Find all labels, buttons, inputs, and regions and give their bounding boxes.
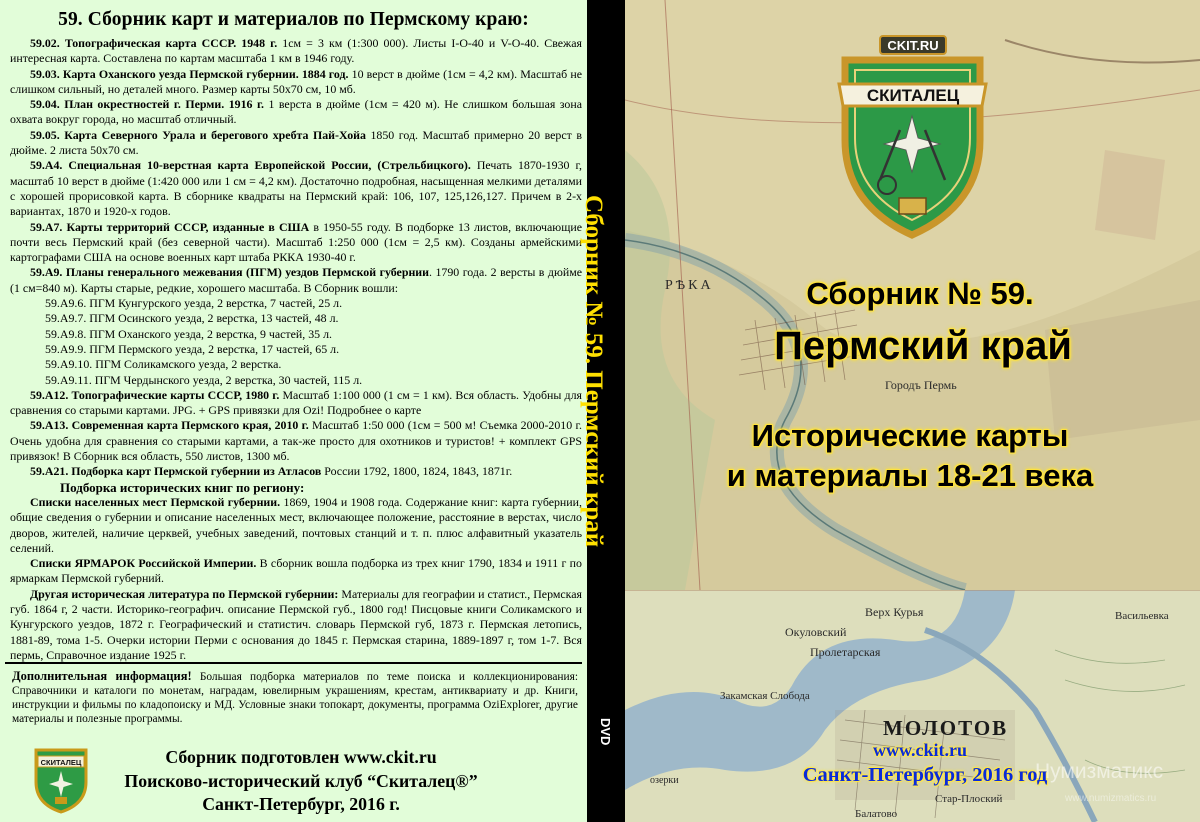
contents-list: [10, 36, 582, 663]
map-label-molotov: МОЛОТОВ: [883, 716, 1009, 740]
footer-line-1: Сборник подготовлен www.ckit.ru: [165, 747, 437, 767]
back-cover: [0, 0, 587, 822]
map-entry-heading: 59.А12. Топографические карты СССР, 1980 г.: [30, 387, 280, 402]
book-entry-heading: Списки ЯРМАРОК Российской Империи.: [30, 556, 257, 571]
map-entry: [10, 265, 582, 296]
book-entry-text: 1869, 1904 и 1908 года. Содержание книг: карта губернии, общие сведения о губернии и описание населенных мест, включающее положение, расстояние в верстах, число дворов, жителей, наличие церквей, учебных заведений, почтовых станций и т. п. плюс алфавитный указатель селений.: [10, 494, 582, 555]
map-entry: [10, 220, 582, 266]
extra-info-text: Большая подборка материалов по теме поиска и коллекционирования: Справочники и каталоги по монетам, наградам, ювелирным украшениям, крестам, антиквариату и др. Книги, инструкции и фильмы по кладопоиску и МД. Условные знаки топокарт, документы, программа OziExplorer, другие материалы и полезные программы.: [12, 671, 578, 726]
book-entry-text: Материалы для географии и статист., Пермская губ. 1864 г, 2 части. Историко-географич. описание Пермской губ., 1800 год! Писцовые книги Соликамского и Кунгурского уездов, 1872 г. Географический и статистич. словарь Пермской губ, 1873 г. Пермская летопись, 1881-89, тома 1-5. Очерки истории Перми с основания до 1845 г. Пермская старина, 1889-1897 г, том 1-7. Вся пермь, Справочное издание 1925 г.: [10, 586, 582, 662]
map-entry: [10, 128, 582, 159]
book-entry-heading: Списки населенных мест Пермской губернии.: [30, 494, 281, 509]
map-entry: [10, 418, 582, 464]
front-title-block: [625, 0, 1200, 822]
map-label-balatovo: Балатово: [855, 808, 898, 820]
map-entry-heading: 59.А4. Специальная 10-верстная карта Европейской России, (Стрельбицкого).: [30, 158, 471, 173]
map-entry-text: в 1950-55 году. В подборке 13 листов, включающие почти весь Пермский край (без северной части). Масштаб 1:250 000 (1см = 2,5 км). Созданы армейскими картографами США на основе военных карт штаба РККА 1930-40 г.: [10, 219, 582, 265]
badge-label: СКИТАЛЕЦ: [40, 758, 82, 767]
books-heading: Подборка исторических книг по региону:: [60, 479, 305, 495]
cover-title-number: Сборник № 59.: [806, 276, 1034, 311]
extra-info: [12, 669, 578, 726]
cover-subtitle: [655, 416, 1165, 496]
emblem-banner: СКИТАЛЕЦ: [866, 86, 960, 105]
back-footer: [0, 744, 587, 822]
map-entry-text: 10 верст в дюйме (1см = 4,2 км). Масштаб не слишком сильный, но деталей много. Размер карты 50х70 см, 10 мб.: [10, 66, 582, 96]
watermark-url: www.numizmatics.ru: [1065, 793, 1157, 804]
map-entry: [10, 464, 582, 479]
map-entry-text: Масштаб 1:50 000 (1см = 500 м! Съемка 2000-2010 г. Очень удобна для сравнения со старыми картами, а так-же просто для охотников и туристов! + комплект GPS привязок! В Сборник вся область, 550 листов, 1300 мб.: [10, 418, 582, 464]
map-label-vasilyevka: Васильевка: [1115, 610, 1169, 622]
book-entry: [10, 587, 582, 663]
cover-subtitle-line-1: Исторические карты: [751, 418, 1069, 453]
back-title: 59. Сборник карт и материалов по Пермскому краю:: [58, 9, 529, 30]
map-label-kurya: Верх Курья: [865, 605, 924, 619]
cover-title-region: Пермский край: [774, 324, 1072, 368]
footer-credits: [96, 746, 506, 817]
map-entries-2: [10, 388, 582, 480]
map-entry: [10, 36, 582, 67]
book-entry: [10, 556, 582, 587]
pgm-entry: 59.А9.8. ПГМ Оханского уезда, 2 верстка, 9 частей, 35 л.: [45, 326, 332, 341]
book-entry-heading: Другая историческая литература по Пермской губернии:: [30, 586, 339, 601]
map-label-okulovsky: Окуловский: [785, 625, 847, 639]
club-badge-icon: [32, 744, 90, 814]
map-entry-text: 1850 год. Масштаб примерно 20 верст в дюйме. 2 листа 50х70 см.: [10, 127, 582, 158]
map-entry-heading: 59.03. Карта Оханского уезда Пермской губернии. 1884 год.: [30, 66, 349, 81]
pgm-entry: 59.А9.10. ПГМ Соликамского уезда, 2 верстка.: [45, 357, 282, 372]
pgm-entry: 59.А9.6. ПГМ Кунгурского уезда, 2 верстка, 7 частей, 25 л.: [45, 296, 343, 311]
map-entry-text: Печать 1870-1930 г, масштаб 10 верст в дюйме (1:420 000 или 1 см = 4,2 км). Достаточно подробная, насыщенная мелкими деталями с хорошей прорисовкой карта. В сборнике квадраты на Пермский край: 106, 107, 125,126,127. Причем в 2-х вариантах, 1870 и 1920-х годов.: [10, 158, 582, 219]
book-entry-text: В сборник вошла подборка из трех книг 1790, 1834 и 1911 г по ярмаркам Пермской губерний.: [10, 556, 582, 586]
pgm-entry: 59.А9.7. ПГМ Осинского уезда, 2 верстка, 13 частей, 48 л.: [45, 311, 339, 326]
pgm-sub-entries: [10, 296, 582, 388]
spine-title: Сборник № 59. Пермский край: [580, 195, 607, 548]
front-cover: [625, 0, 1200, 822]
map-entry-heading: 59.04. План окрестностей г. Перми. 1916 г.: [30, 97, 264, 112]
map-entry-text: России 1792, 1800, 1824, 1843, 1871г.: [321, 464, 513, 479]
map-entry: [10, 388, 582, 419]
book-entry: [10, 495, 582, 556]
map-entry-heading: 59.А13. Современная карта Пермского края, 2010 г.: [30, 418, 309, 433]
spine-dvd-label: DVD: [598, 718, 613, 746]
cover-url[interactable]: www.ckit.ru: [873, 740, 967, 760]
map-entry-text: . 1790 года. 2 версты в дюйме (1 см=840 м). Карты старые, редкие, хорошего масштаба. В Сборник вошли:: [10, 265, 582, 295]
footer-line-3: Санкт-Петербург, 2016 г.: [202, 794, 400, 814]
map-entries: [10, 36, 582, 296]
cover-subtitle-line-2: и материалы 18-21 века: [726, 458, 1094, 493]
map-label-proletarskaya: Пролетарская: [810, 645, 881, 659]
map-entry-text: 1см = 3 км (1:300 000). Листы I-O-40 и V-O-40. Свежая интересная карта. Составлена по картам масштаба 1 км в 1946 году.: [10, 36, 582, 66]
cover-city-year: Санкт-Петербург, 2016 год: [802, 764, 1048, 786]
map-entry-heading: 59.А21. Подборка карт Пермской губернии из Атласов: [30, 464, 322, 479]
map-entry: [10, 158, 582, 219]
map-label-starplosky: Стар-Плоский: [935, 793, 1003, 805]
map-entry-heading: 59.А7. Карты территорий СССР, изданные в США: [30, 219, 310, 234]
map-label-ozyorki: озерки: [650, 775, 679, 786]
map-entry-text: Масштаб 1:100 000 (1 см = 1 км). Вся область. Удобны для сравнения со старыми картами. JPG. + GPS привязки для Ozi! Подробнее о карте: [10, 387, 582, 418]
map-label-sloboda: Закамская Слобода: [720, 690, 810, 702]
map-entry: [10, 97, 582, 128]
emblem-top-text: CKIT.RU: [887, 38, 939, 53]
map-entry-heading: 59.02. Топографическая карта СССР. 1948 г.: [30, 36, 278, 50]
map-entry-text: 1 верста в дюйме (1см = 420 м). Не слишком большая зона охвата вокруг города, но масштаб отличный.: [10, 97, 583, 127]
divider: [5, 662, 582, 664]
map-entry-heading: 59.05. Карта Северного Урала и берегового хребта Пай-Хойа: [30, 127, 366, 142]
pgm-entry: 59.А9.11. ПГМ Чердынского уезда, 2 верстка, 30 частей, 115 л.: [45, 372, 363, 387]
map-label-river: РѢКА: [665, 278, 714, 293]
map-label-town: Городъ Пермь: [885, 378, 957, 392]
watermark-text: Нумизматикс: [1035, 760, 1164, 783]
map-entry-heading: 59.А9. Планы генерального межевания (ПГМ) уездов Пермской губернии: [30, 265, 429, 280]
footer-line-2: Поисково-исторический клуб “Скиталец®”: [124, 770, 478, 791]
books-list: [10, 495, 582, 663]
extra-info-heading: Дополнительная информация!: [12, 669, 192, 683]
pgm-entry: 59.А9.9. ПГМ Пермского уезда, 2 верстка, 17 частей, 65 л.: [45, 341, 340, 356]
spine: [580, 0, 625, 822]
map-entry: [10, 67, 582, 98]
